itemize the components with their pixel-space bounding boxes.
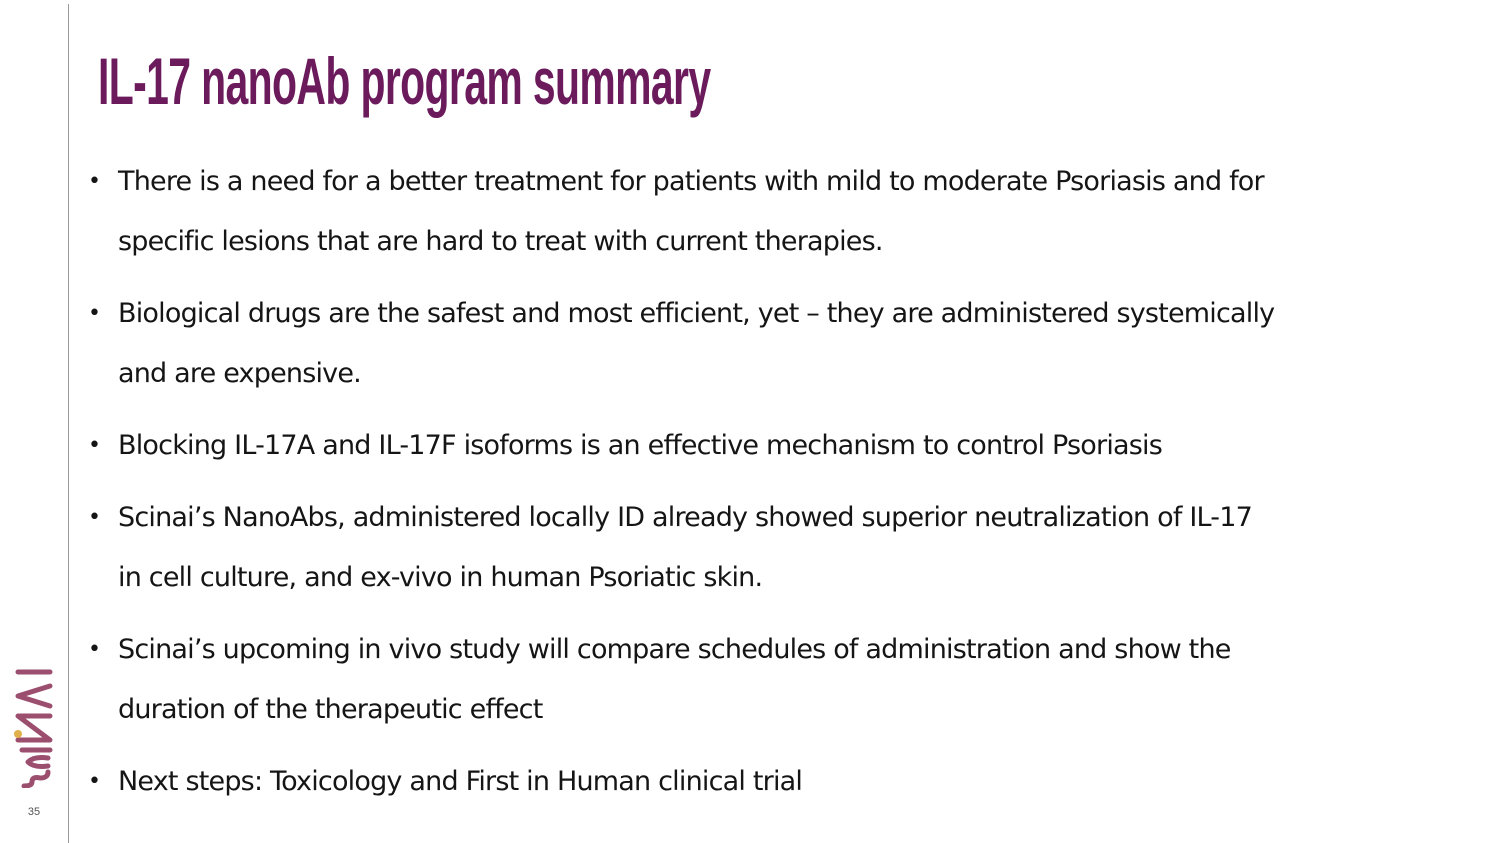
scinai-logo bbox=[4, 668, 60, 788]
bullet-text-line: Biological drugs are the safest and most efficient, yet – they are administered systemically bbox=[118, 298, 1275, 329]
bullet-dot-icon: • bbox=[88, 505, 101, 530]
bullet-dot-icon: • bbox=[88, 769, 101, 794]
bullet-item bbox=[88, 752, 1458, 812]
logo-letter-a bbox=[18, 686, 50, 706]
sidebar-divider bbox=[68, 4, 69, 843]
bullet-text-line: in cell culture, and ex-vivo in human Psoriatic skin. bbox=[118, 562, 763, 593]
bullet-text-line: duration of the therapeutic effect bbox=[118, 694, 543, 725]
bullet-item bbox=[88, 620, 1458, 740]
bullet-list bbox=[88, 152, 1458, 824]
logo-letter-s bbox=[24, 772, 48, 786]
logo-dot bbox=[14, 730, 22, 738]
logo-letter-c bbox=[28, 758, 48, 767]
bullet-item bbox=[88, 284, 1458, 404]
bullet-text-line: and are expensive. bbox=[118, 358, 361, 389]
bullet-text-line: Scinai’s upcoming in vivo study will compare schedules of administration and show the bbox=[118, 634, 1231, 665]
page-number: 35 bbox=[27, 806, 41, 818]
bullet-text-line: Next steps: Toxicology and First in Human clinical trial bbox=[118, 766, 803, 797]
bullet-text-line: specific lesions that are hard to treat with current therapies. bbox=[118, 226, 883, 257]
bullet-item bbox=[88, 152, 1458, 272]
bullet-item bbox=[88, 488, 1458, 608]
bullet-text-line: There is a need for a better treatment for patients with mild to moderate Psoriasis and for bbox=[118, 166, 1264, 197]
bullet-dot-icon: • bbox=[88, 301, 101, 326]
bullet-text-line: Scinai’s NanoAbs, administered locally ID already showed superior neutralization of IL-17 bbox=[118, 502, 1252, 533]
bullet-text-line: Blocking IL-17A and IL-17F isoforms is an effective mechanism to control Psoriasis bbox=[118, 430, 1162, 461]
bullet-dot-icon: • bbox=[88, 433, 101, 458]
bullet-dot-icon: • bbox=[88, 637, 101, 662]
bullet-dot-icon: • bbox=[88, 169, 101, 194]
bullet-item bbox=[88, 416, 1458, 476]
slide-title: IL-17 nanoAb program summary bbox=[98, 44, 711, 118]
logo-letter-n bbox=[18, 716, 50, 740]
